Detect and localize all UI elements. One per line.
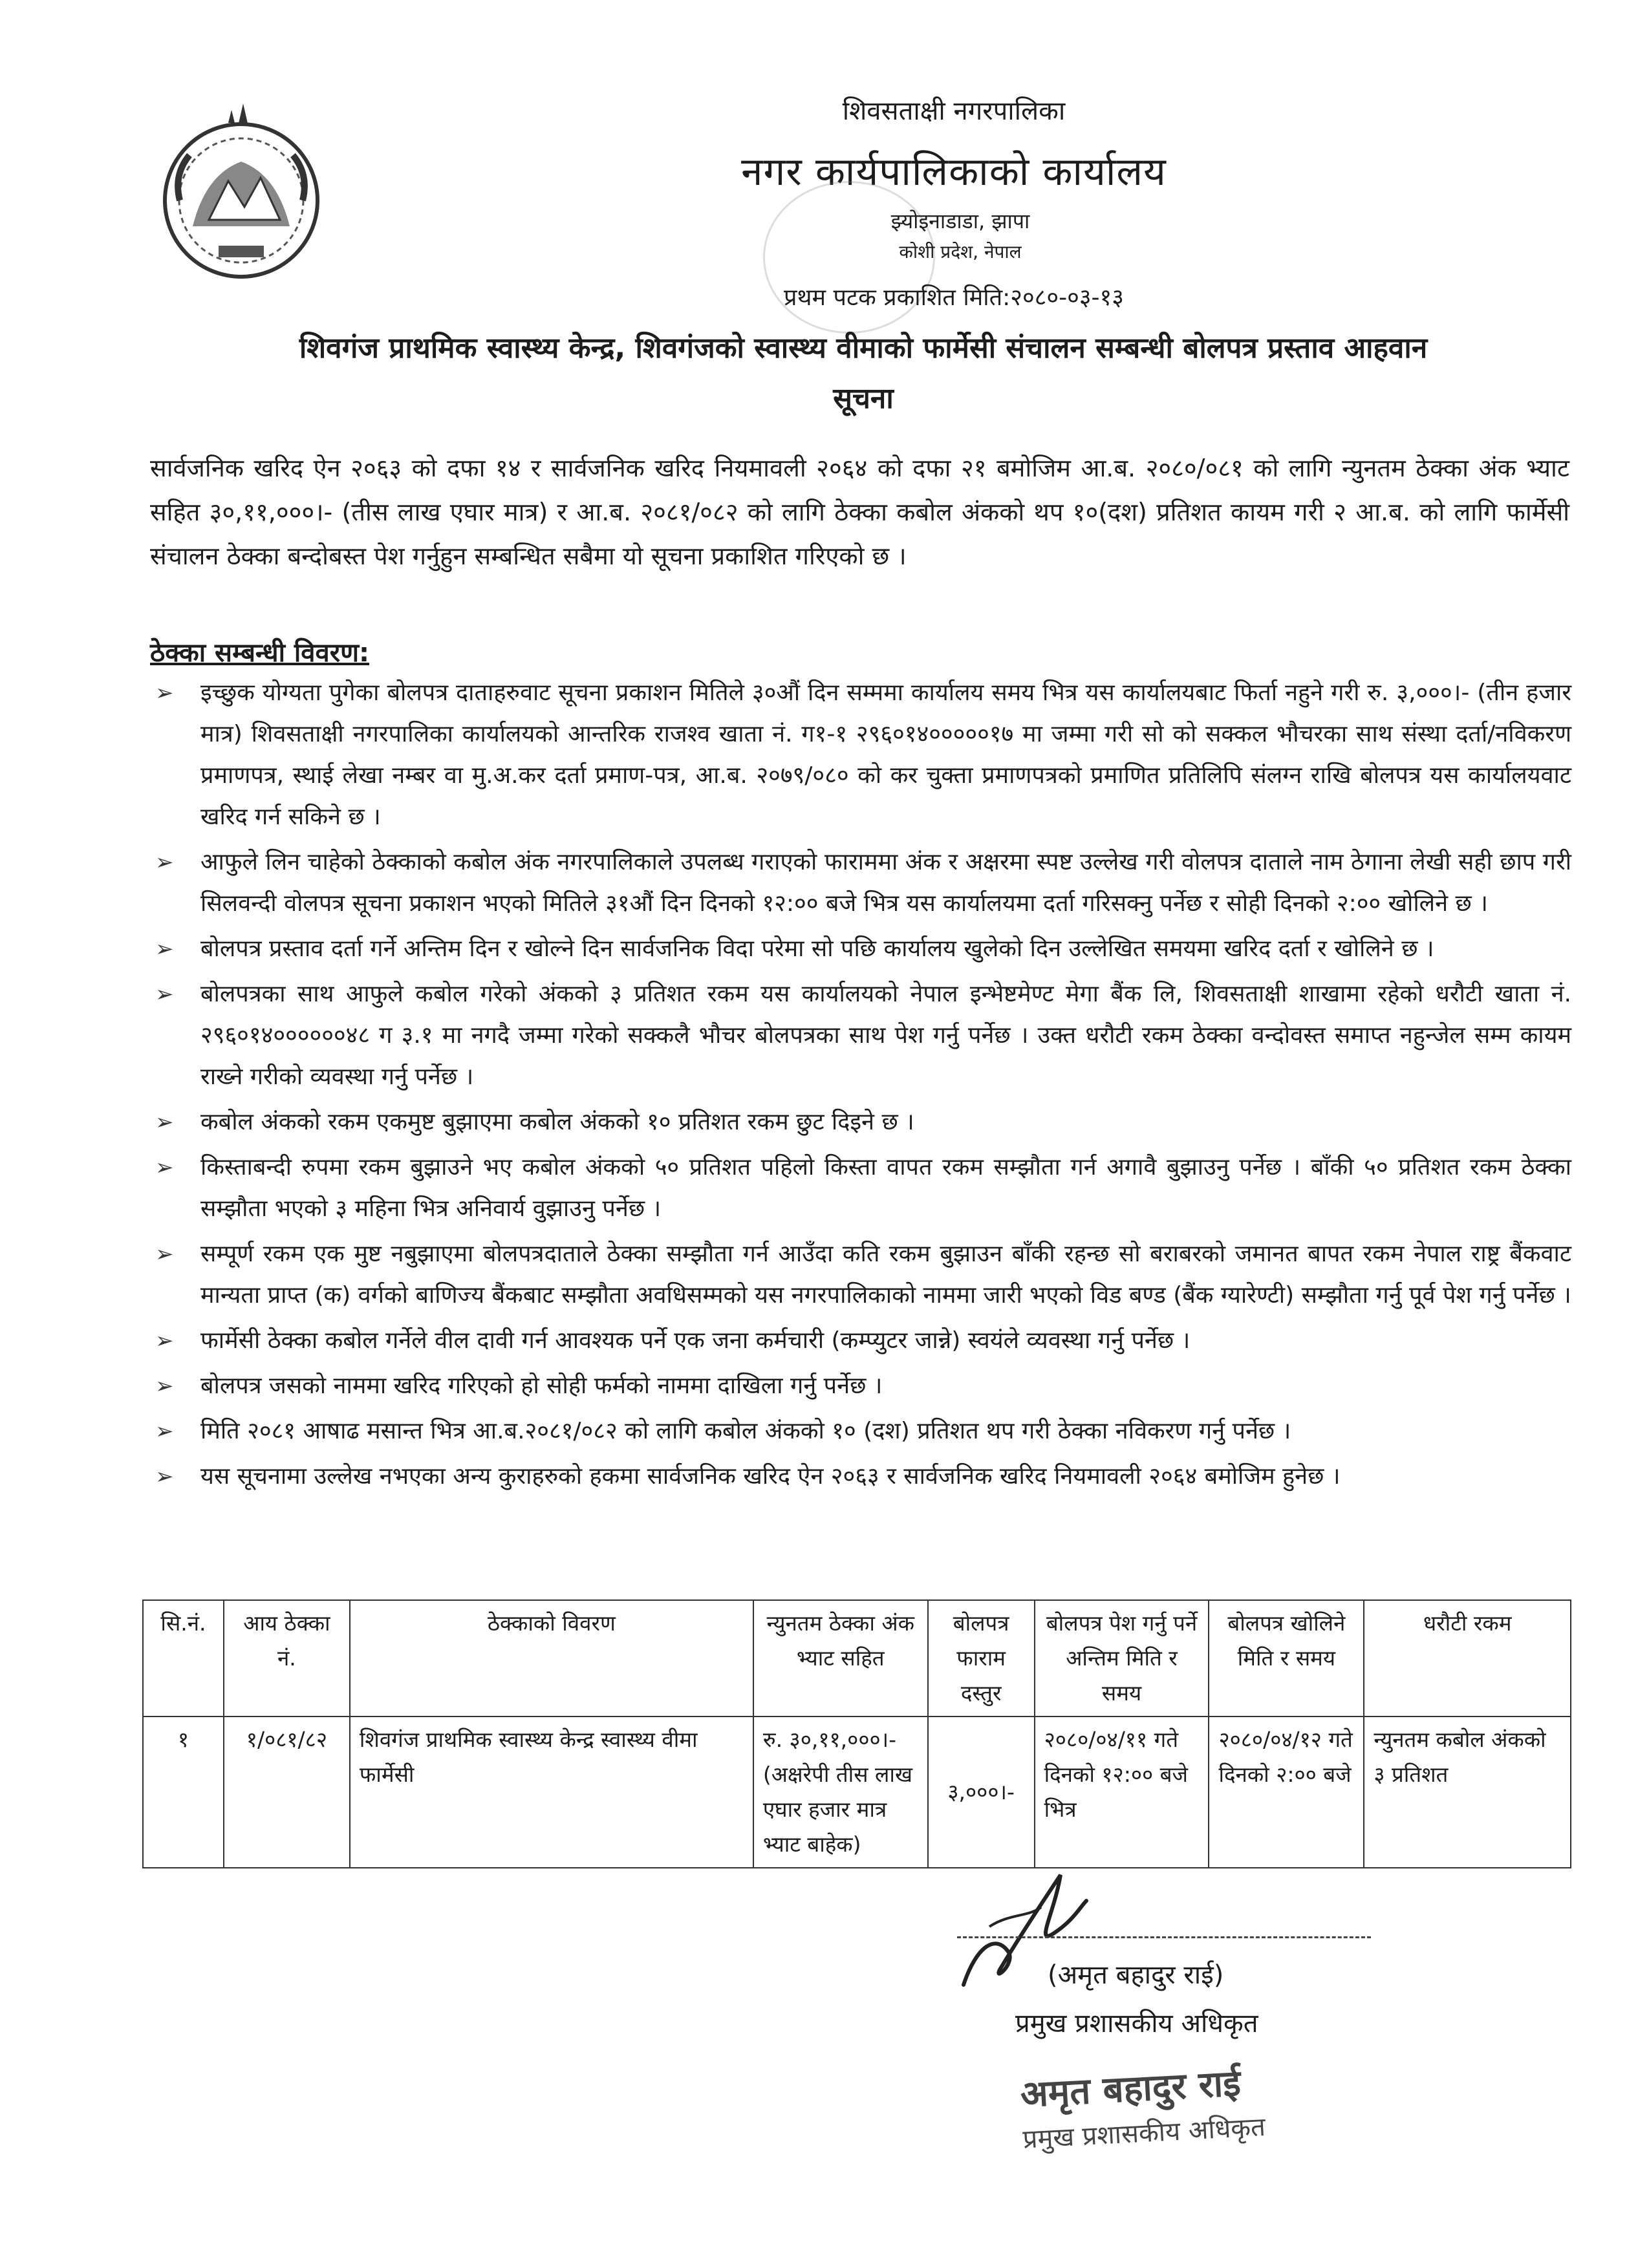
list-item: ➢ इच्छुक योग्यता पुगेका बोलपत्र दाताहरुवाट सूचना प्रकाशन मितिले ३०औं दिन सम्ममा कार्यालय समय भित्र यस कार्यालयबाट फिर्ता नहुने गरी रु. ३,०००।- (तीन हजार मात्र) शिवसताक्षी नगरपालिका कार्यालयको आन्तरिक राजश्व खाता नं. ग१-१ २९६०१४०००००१७ मा जम्मा गरी सो को सक्कल भौचरका साथ संस्था दर्ता/नविकरण प्रमाणपत्र, स्थाई लेखा नम्बर वा मु.अ.कर दर्ता प्रमाण-पत्र, आ.ब. २०७९/०८० को कर चुक्ता प्रमाणपत्रको प्रमाणित प्रतिलिपि संलग्न राखि बोलपत्र यस कार्यालयवाट खरिद गर्न सकिने छ ।: [155, 672, 1571, 838]
notice-title: [149, 323, 1578, 424]
arrow-bullet-icon: ➢: [155, 850, 174, 875]
published-date: प्रथम पटक प्रकाशित मिति:२०८०-०३-१३: [784, 284, 1124, 311]
cell-submit-deadline: २०८०/०४/११ गते दिनको १२:०० बजे भित्र: [1035, 1717, 1209, 1868]
office-province: कोशी प्रदेश, नेपाल: [899, 241, 1022, 262]
arrow-bullet-icon: ➢: [155, 1464, 174, 1490]
col-header-description: ठेक्काको विवरण: [350, 1600, 753, 1717]
col-header-min-amount: न्युनतम ठेक्का अंक भ्याट सहित: [753, 1600, 928, 1717]
cell-sn: १: [143, 1717, 224, 1868]
signature-line: [957, 1936, 1371, 1938]
stamp-role: प्रमुख प्रशासकीय अधिकृत: [1022, 2112, 1266, 2155]
cell-min-amount: रु. ३०,११,०००।- (अक्षरेपी तीस लाख एघार हजार मात्र भ्याट बाहेक): [753, 1717, 928, 1868]
stamp-name: अमृत बहादुर राई: [1019, 2062, 1242, 2116]
col-header-submit-deadline: बोलपत्र पेश गर्नु पर्ने अन्तिम मिति र समय: [1035, 1600, 1209, 1717]
arrow-bullet-icon: ➢: [155, 936, 174, 962]
col-header-contract-no: आय ठेक्का नं.: [224, 1600, 350, 1717]
signatory-stamp: [1019, 2049, 1386, 2178]
table-header-row: [143, 1600, 1571, 1717]
col-header-form-fee: बोलपत्र फाराम दस्तुर: [928, 1600, 1035, 1717]
arrow-bullet-icon: ➢: [155, 1418, 174, 1444]
contract-table: [142, 1599, 1571, 1868]
cell-deposit: न्युनतम कबोल अंकको ३ प्रतिशत: [1364, 1717, 1571, 1868]
list-item: ➢ फार्मेसी ठेक्का कबोल गर्नेले वील दावी गर्न आवश्यक पर्ने एक जना कर्मचारी (कम्प्युटर जान्ने) स्वयंले व्यवस्था गर्नु पर्नेछ ।: [155, 1320, 1571, 1362]
list-item: ➢ बोलपत्रका साथ आफुले कबोल गरेको अंकको ३ प्रतिशत रकम यस कार्यालयको नेपाल इन्भेष्टमेण्ट मेगा बैंक लि, शिवसताक्षी शाखामा रहेको धरौटी खाता नं. २९६०१४००००००४८ ग ३.१ मा नगदै जम्मा गरेको सक्कलै भौचर बोलपत्रका साथ पेश गर्नु पर्नेछ । उक्त धरौटी रकम ठेक्का वन्दोवस्त समाप्त नहुन्जेल सम्म कायम राख्ने गरीको व्यवस्था गर्नु पर्नेछ ।: [155, 974, 1571, 1098]
notice-title-line: शिवगंज प्राथमिक स्वास्थ्य केन्द्र, शिवगंजको स्वास्थ्य वीमाको फार्मेसी संचालन सम्बन्धी बोलपत्र प्रस्ताव आहवान: [299, 332, 1428, 365]
arrow-bullet-icon: ➢: [155, 1328, 174, 1354]
arrow-bullet-icon: ➢: [155, 981, 174, 1007]
notice-title-sub: सूचना: [833, 382, 894, 415]
list-item: ➢ किस्ताबन्दी रुपमा रकम बुझाउने भए कबोल अंकको ५० प्रतिशत पहिलो किस्ता वापत रकम सम्झौता गर्न अगावै बुझाउनु पर्नेछ । बाँकी ५० प्रतिशत रकम ठेक्का सम्झौता भएको ३ महिना भित्र अनिवार्य वुझाउनु पर्नेछ ।: [155, 1147, 1571, 1230]
list-item: ➢ बोलपत्र प्रस्ताव दर्ता गर्ने अन्तिम दिन र खोल्ने दिन सार्वजनिक विदा परेमा सो पछि कार्यालय खुलेको दिन उल्लेखित समयमा खरिद दर्ता र खोलिने छ ।: [155, 928, 1571, 970]
list-item: ➢ बोलपत्र जसको नाममा खरिद गरिएको हो सोही फर्मको नाममा दाखिला गर्नु पर्नेछ ।: [155, 1365, 1571, 1407]
signatory-name: (अमृत बहादुर राई): [1048, 1960, 1224, 1990]
office-address: झ्योइनाडाडा, झापा: [890, 209, 1030, 233]
col-header-sn: सि.नं.: [143, 1600, 224, 1717]
office-name: नगर कार्यपालिकाको कार्यालय: [741, 149, 1167, 195]
arrow-bullet-icon: ➢: [155, 1155, 174, 1181]
arrow-bullet-icon: ➢: [155, 1241, 174, 1267]
list-item: ➢ कबोल अंकको रकम एकमुष्ट बुझाएमा कबोल अंकको १० प्रतिशत रकम छुट दिइने छ ।: [155, 1102, 1571, 1143]
list-item: ➢ यस सूचनामा उल्लेख नभएका अन्य कुराहरुको हकमा सार्वजनिक खरिद ऐन २०६३ र सार्वजनिक खरिद नियमावली २०६४ बमोजिम हुनेछ ।: [155, 1456, 1571, 1497]
list-item: ➢ मिति २०८१ आषाढ मसान्त भित्र आ.ब.२०८१/०८२ को लागि कबोल अंकको १० (दश) प्रतिशत थप गरी ठेक्का नविकरण गर्नु पर्नेछ ।: [155, 1411, 1571, 1452]
arrow-bullet-icon: ➢: [155, 680, 174, 706]
intro-paragraph: सार्वजनिक खरिद ऐन २०६३ को दफा १४ र सार्वजनिक खरिद नियमावली २०६४ को दफा २१ बमोजिम आ.ब. २०८०/०८१ को लागि न्युनतम ठेक्का अंक भ्याट सहित ३०,११,०००।- (तीस लाख एघार मात्र) र आ.ब. २०८१/०८२ को लागि ठेक्का कबोल अंकको थप १०(दश) प्रतिशत कायम गरी २ आ.ब. को लागि फार्मेसी संचालन ठेक्का बन्दोबस्त पेश गर्नुहुन सम्बन्धित सबैमा यो सूचना प्रकाशित गरिएको छ ।: [150, 454, 1569, 570]
cell-form-fee: ३,०००।-: [928, 1717, 1035, 1868]
contract-terms-list: [155, 672, 1571, 1501]
cell-description: शिवगंज प्राथमिक स्वास्थ्य केन्द्र स्वास्थ्य वीमा फार्मेसी: [350, 1717, 753, 1868]
signatory-designation: प्रमुख प्रशासकीय अधिकृत: [1015, 2009, 1258, 2038]
section-heading: ठेक्का सम्बन्धी विवरण:: [150, 638, 370, 668]
col-header-opening: बोलपत्र खोलिने मिति र समय: [1209, 1600, 1364, 1717]
cell-contract-no: १/०८१/८२: [224, 1717, 350, 1868]
arrow-bullet-icon: ➢: [155, 1109, 174, 1135]
cell-opening: २०८०/०४/१२ गते दिनको २:०० बजे: [1209, 1717, 1364, 1868]
col-header-deposit: धरौटी रकम: [1364, 1600, 1571, 1717]
arrow-bullet-icon: ➢: [155, 1373, 174, 1399]
list-item: ➢ आफुले लिन चाहेको ठेक्काको कबोल अंक नगरपालिकाले उपलब्ध गराएको फाराममा अंक र अक्षरमा स्पष्ट उल्लेख गरी वोलपत्र दाताले नाम ठेगाना लेखी सही छाप गरी सिलवन्दी वोलपत्र सूचना प्रकाशन भएको मितिले ३१औं दिन दिनको १२:०० बजे भित्र यस कार्यालयमा दर्ता गरिसक्नु पर्नेछ र सोही दिनको २:०० खोलिने छ ।: [155, 842, 1571, 925]
municipality-name: शिवसताक्षी नगरपालिका: [842, 96, 1066, 126]
list-item: ➢ सम्पूर्ण रकम एक मुष्ट नबुझाएमा बोलपत्रदाताले ठेक्का सम्झौता गर्न आउँदा कति रकम बुझाउन बाँकी रहन्छ सो बराबरको जमानत बापत रकम नेपाल राष्ट्र बैंकवाट मान्यता प्राप्त (क) वर्गको बाणिज्य बैंकबाट सम्झौता अवधिसम्मको यस नगरपालिकाको नाममा जारी भएको विड बण्ड (बैंक ग्यारेण्टी) सम्झौता गर्नु पूर्व पेश गर्नु पर्नेछ ।: [155, 1234, 1571, 1316]
table-row: [143, 1717, 1571, 1868]
